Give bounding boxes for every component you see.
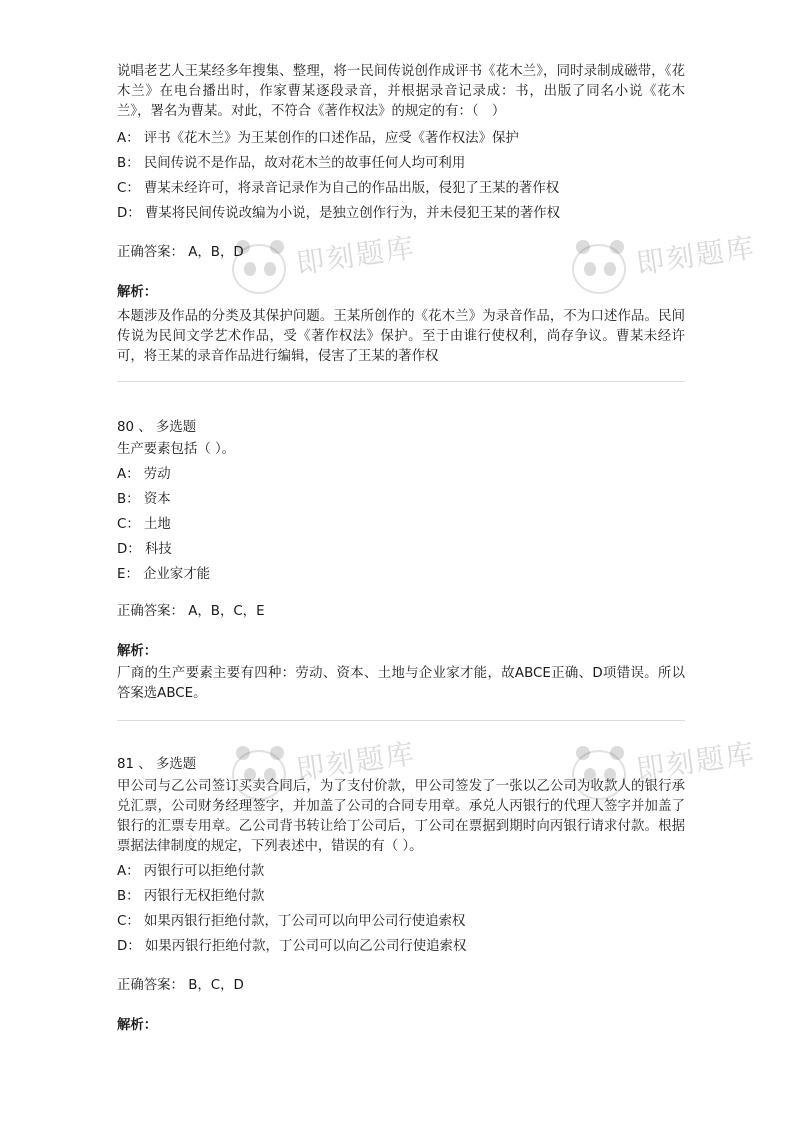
question-79 xyxy=(117,62,685,367)
option-a: A： 劳动 xyxy=(117,467,171,482)
analysis-text: 厂商的生产要素主要有四种：劳动、资本、土地与企业家才能，故ABCE正确、D项错误。所以答案选ABCE。 xyxy=(117,666,685,701)
question-header: 80 、 多选题 xyxy=(117,420,197,435)
option-d: D： 曹某将民间传说改编为小说，是独立创作行为，并未侵犯王某的著作权 xyxy=(117,206,561,221)
watermark-text: 即刻题库 xyxy=(634,736,758,787)
question-80 xyxy=(117,418,685,704)
option-c: C： 如果丙银行拒绝付款，丁公司可以向甲公司行使追索权 xyxy=(117,914,466,929)
option-d: D： 科技 xyxy=(117,542,172,557)
option-b: B： 丙银行无权拒绝付款 xyxy=(117,889,265,904)
option-a: A： 丙银行可以拒绝付款 xyxy=(117,864,265,879)
question-header: 81 、 多选题 xyxy=(117,757,197,772)
watermark-text: 即刻题库 xyxy=(294,736,418,787)
question-stem: 甲公司与乙公司签订买卖合同后，为了支付价款，甲公司签发了一张以乙公司为收款人的银行承兑汇票，公司财务经理签字，并加盖了公司的合同专用章。承兑人丙银行的代理人签字并加盖了银行的汇票专用章。乙公司背书转让给丁公司后，丁公司在票据到期时向丙银行请求付款。根据票据法律制度的规定，下列表述中，错误的有（ ）。 xyxy=(117,779,685,854)
analysis-label: 解析： xyxy=(117,1018,158,1033)
option-a: A： 评书《花木兰》为王某创作的口述作品，应受《著作权法》保护 xyxy=(117,131,519,146)
analysis-label: 解析： xyxy=(117,285,158,300)
correct-answer: 正确答案： A，B，C，E xyxy=(117,604,265,619)
analysis-text: 本题涉及作品的分类及其保护问题。王某所创作的《花木兰》为录音作品，不为口述作品。民间传说为民间文学艺术作品，受《著作权法》保护。至于由谁行使权利，尚存争议。曹某未经许可，将王某的录音作品进行编辑，侵害了王某的著作权 xyxy=(117,309,685,364)
option-e: E： 企业家才能 xyxy=(117,567,211,582)
option-c: C： 曹某未经许可，将录音记录作为自己的作品出版，侵犯了王某的著作权 xyxy=(117,181,560,196)
option-b: B： 资本 xyxy=(117,492,171,507)
question-81 xyxy=(117,755,685,1036)
option-c: C： 土地 xyxy=(117,517,171,532)
correct-answer: 正确答案： A，B，D xyxy=(117,245,244,260)
watermark-text: 即刻题库 xyxy=(294,230,418,281)
question-stem: 说唱老艺人王某经多年搜集、整理，将一民间传说创作成评书《花木兰》，同时录制成磁带，《花木兰》在电台播出时，作家曹某逐段录音，并根据录音记录成：书，出版了同名小说《花木兰》，署名为曹某。对此，不符合《著作权法》的规定的有：（ ） xyxy=(117,64,685,119)
analysis-label: 解析： xyxy=(117,644,158,659)
document-page xyxy=(117,62,685,1036)
option-d: D： 如果丙银行拒绝付款，丁公司可以向乙公司行使追索权 xyxy=(117,939,467,954)
watermark-text: 即刻题库 xyxy=(634,230,758,281)
option-b: B： 民间传说不是作品，故对花木兰的故事任何人均可利用 xyxy=(117,156,466,171)
question-stem: 生产要素包括（ ）。 xyxy=(117,442,236,457)
correct-answer: 正确答案： B，C，D xyxy=(117,978,244,993)
